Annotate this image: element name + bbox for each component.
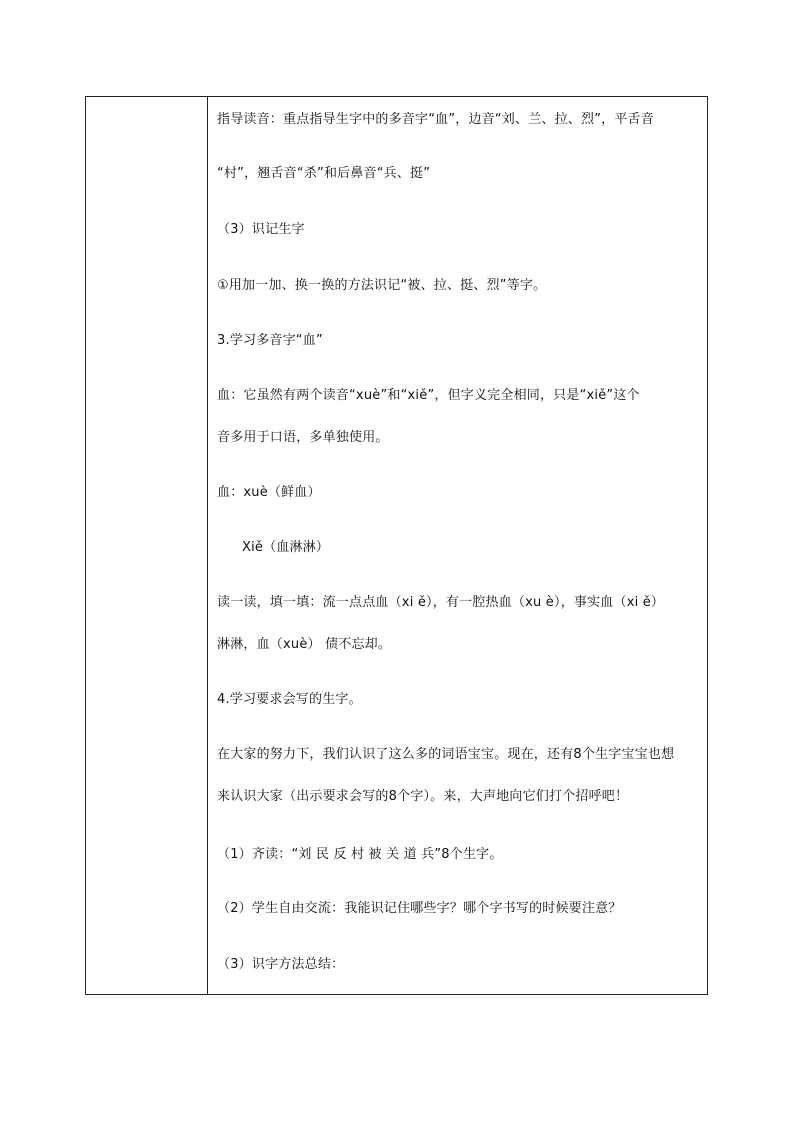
line-2: “村”，翘舌音“杀”和后鼻音“兵、挺” xyxy=(217,166,431,181)
line-1: 指导读音：重点指导生字中的多音字“血”，边音“刘、兰、拉、烈”，平舌音 xyxy=(217,112,654,127)
content-column xyxy=(208,97,707,994)
line-12: 4.学习要求会写的生字。 xyxy=(217,692,362,707)
line-8: 血：xuè（鲜血） xyxy=(217,485,321,500)
line-4: ①用加一加、换一换的方法识记“被、拉、挺、烈”等字。 xyxy=(217,278,547,293)
line-10: 读一读，填一填：流一点点血（xi ě），有一腔热血（xu è），事实血（xi ě） xyxy=(217,595,665,610)
line-13: 在大家的努力下，我们认识了这么多的词语宝宝。现在，还有8个生字宝宝也想 xyxy=(217,747,675,762)
line-15: （1）齐读：“刘 民 反 村 被 关 道 兵”8个生字。 xyxy=(217,847,503,862)
lesson-table xyxy=(85,96,708,995)
line-16: （2）学生自由交流：我能识记住哪些字？哪个字书写的时候要注意？ xyxy=(217,901,622,916)
line-17: （3）识字方法总结： xyxy=(217,957,345,972)
line-11: 淋淋，血（xuè） 债不忘却。 xyxy=(217,637,392,652)
line-7: 音多用于口语，多单独使用。 xyxy=(217,430,389,445)
line-9: Xiě（血淋淋） xyxy=(242,540,330,555)
left-column xyxy=(86,97,208,994)
line-3: （3）识记生字 xyxy=(217,222,305,237)
line-5: 3.学习多音字“血” xyxy=(217,333,323,348)
line-6: 血：它虽然有两个读音“xuè”和“xiě”，但字义完全相同，只是“xiě”这个 xyxy=(217,388,640,403)
line-14: 来认识大家（出示要求会写的8个字）。来，大声地向它们打个招呼吧！ xyxy=(217,789,629,804)
